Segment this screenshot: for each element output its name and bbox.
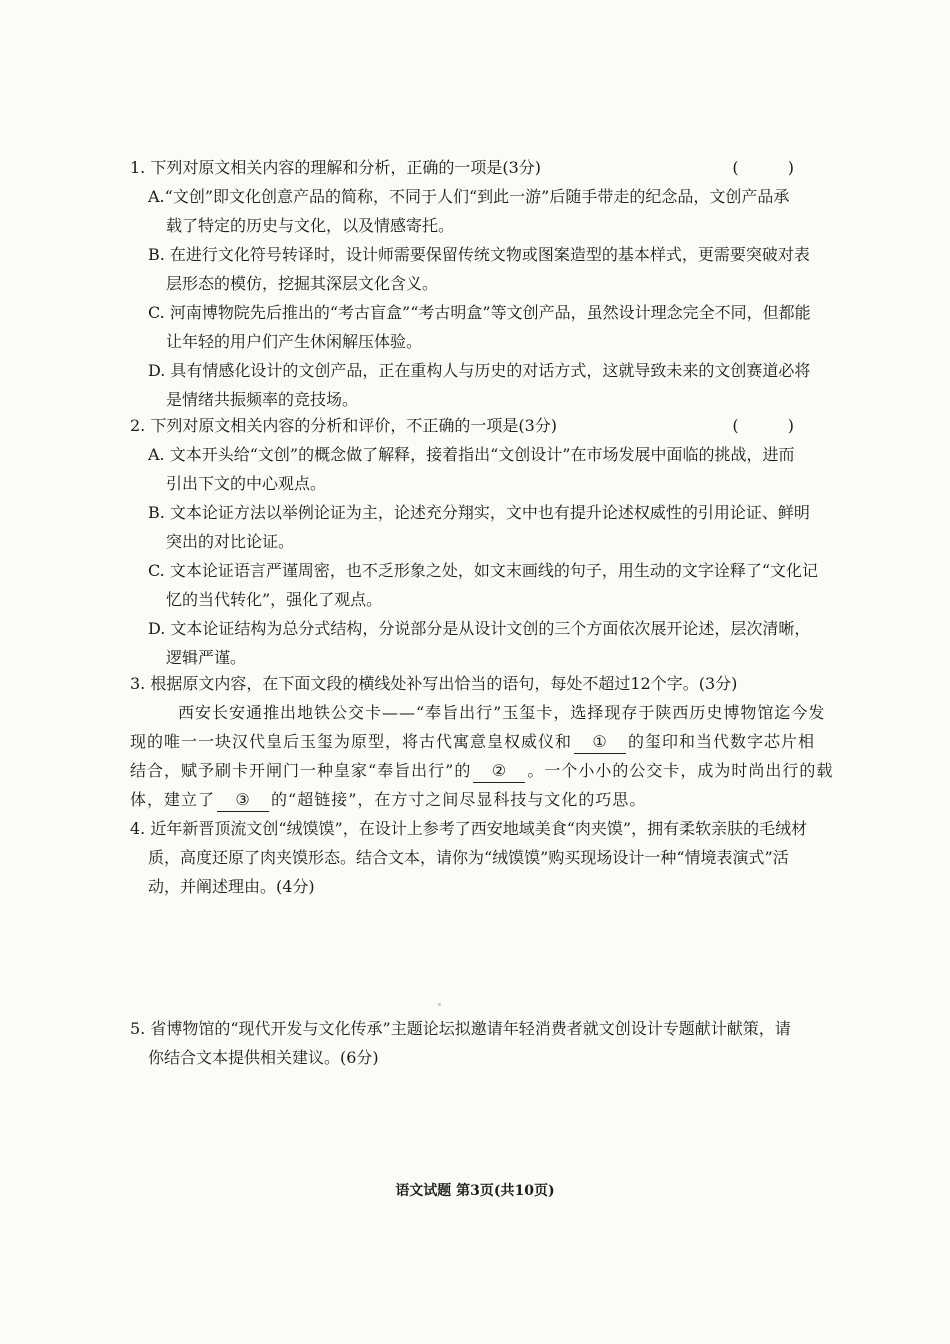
option-d: D. 文本论证结构为总分式结构，分说部分是从设计文创的三个方面依次展开论述，层次清晰， 逻辑严谨。 [148, 619, 811, 667]
question-stem: 2. 下列对原文相关内容的分析和评价，不正确的一项是(3分) ( ) [130, 411, 830, 440]
fill-blank-1[interactable]: ① [574, 731, 626, 754]
answer-bracket: ( ) [732, 158, 816, 177]
question-1 [130, 153, 830, 414]
question-5: 5. 省博物馆的“现代开发与文化传承”主题论坛拟邀请年轻消费者就文创设计专题献计献策，请 你结合文本提供相关建议。(6分) [130, 1014, 830, 1072]
option-b: B. 文本论证方法以举例论证为主，论述充分翔实，文中也有提升论述权威性的引用论证、鲜明 突出的对比论证。 [148, 503, 810, 551]
question-stem: 1. 下列对原文相关内容的理解和分析，正确的一项是(3分) ( ) [130, 153, 830, 182]
option-b: B. 在进行文化符号转译时，设计师需要保留传统文物或图案造型的基本样式，更需要突破对表 层形态的模仿，挖掘其深层文化含义。 [148, 245, 810, 293]
question-4: 4. 近年新晋顶流文创“绒馍馍”，在设计上参考了西安地域美食“肉夹馍”，拥有柔软亲肤的毛绒材 质，高度还原了肉夹馍形态。结合文本，请你为“绒馍馍”购买现场设计一种“情境表演式”活 动，并阐述理由。(4分) [130, 814, 830, 901]
question-stem: 3. 根据原文内容，在下面文段的横线处补写出恰当的语句，每处不超过12个字。(3分) [130, 674, 738, 693]
passage-line: 现的唯一一块汉代皇后玉玺为原型，将古代寓意皇权威仪和 ① 的玺印和当代数字芯片相 [130, 727, 830, 756]
option-a: A. 文本开头给“文创”的概念做了解释，接着指出“文创设计”在市场发展中面临的挑战，进而 引出下文的中心观点。 [148, 445, 795, 493]
fill-blank-3[interactable]: ③ [217, 789, 269, 812]
answer-area-4[interactable] [130, 905, 830, 1005]
passage-line: 结合，赋予刷卡开闸门一种皇家“奉旨出行”的 ② 。一个小小的公交卡，成为时尚出行的载 [130, 756, 830, 785]
answer-area-5[interactable] [130, 1075, 830, 1170]
fill-blank-2[interactable]: ② [473, 760, 525, 783]
question-2 [130, 411, 830, 672]
option-a: A.“文创”即文化创意产品的简称，不同于人们“到此一游”后随手带走的纪念品，文创产品承 载了特定的历史与文化，以及情感寄托。 [148, 187, 790, 235]
option-c: C. 文本论证语言严谨周密，也不乏形象之处，如文末画线的句子，用生动的文字诠释了“文化记 忆的当代转化”，强化了观点。 [148, 561, 819, 609]
page-footer: 语文试题 第3页(共10页) [395, 1183, 555, 1199]
question-stem: 5. 省博物馆的“现代开发与文化传承”主题论坛拟邀请年轻消费者就文创设计专题献计献策，请 [130, 1019, 791, 1038]
question-3 [130, 669, 834, 814]
question-stem: 4. 近年新晋顶流文创“绒馍馍”，在设计上参考了西安地域美食“肉夹馍”，拥有柔软亲肤的毛绒材 [130, 819, 808, 838]
passage-line: 体，建立了 ③ 的“超链接”，在方寸之间尽显科技与文化的巧思。 [130, 785, 830, 814]
passage-line: 西安长安通推出地铁公交卡——“奉旨出行”玉玺卡，选择现存于陕西历史博物馆迄今发 [178, 703, 826, 722]
option-c: C. 河南博物院先后推出的“考古盲盒”“考古明盒”等文创产品，虽然设计理念完全不同，但都能 让年轻的用户们产生休闲解压体验。 [148, 303, 811, 351]
option-d: D. 具有情感化设计的文创产品，正在重构人与历史的对话方式，这就导致未来的文创赛道必将 是情绪共振频率的竞技场。 [148, 361, 811, 409]
answer-bracket: ( ) [732, 416, 816, 435]
scan-speck [438, 1003, 441, 1006]
